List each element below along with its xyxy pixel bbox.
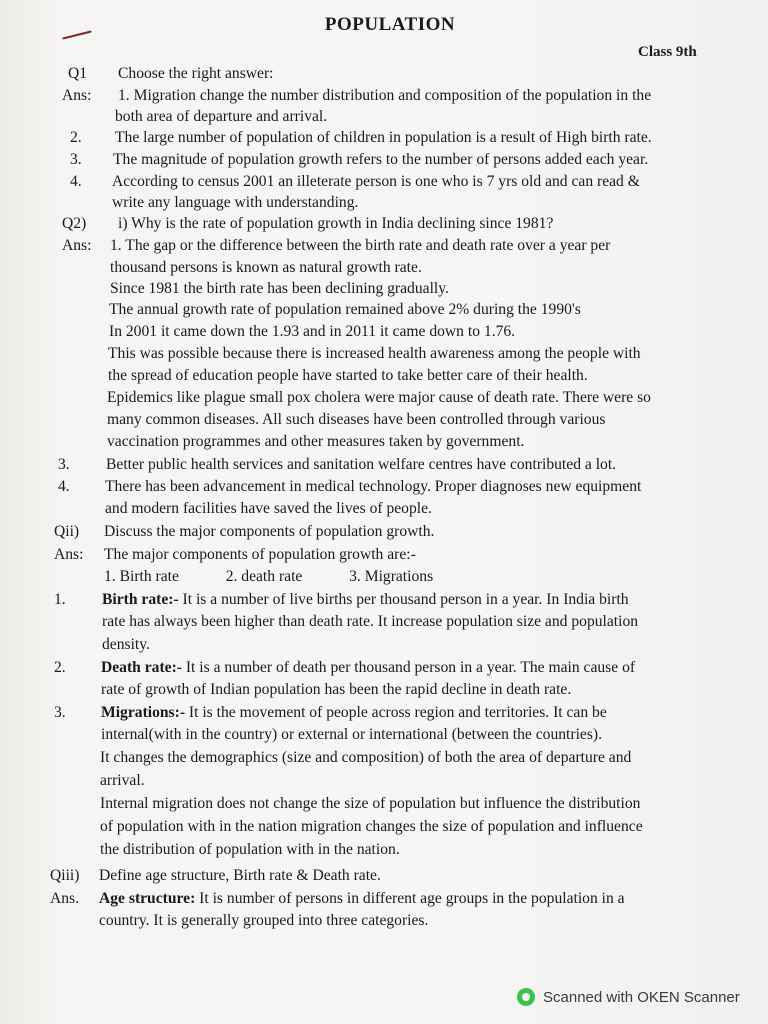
text-line <box>118 86 651 106</box>
text-line <box>112 172 640 192</box>
text-line <box>104 545 416 565</box>
scanner-logo-icon <box>517 988 535 1006</box>
text-line <box>118 214 553 234</box>
line-text: arrival. <box>100 772 145 789</box>
item-label: Qii) <box>54 523 80 540</box>
text-line <box>100 748 631 768</box>
text-line <box>115 128 652 148</box>
text-line <box>107 388 651 408</box>
item-label: Ans: <box>62 87 92 104</box>
item-label: 2. <box>54 659 66 676</box>
text-line <box>100 840 400 860</box>
line-text: In 2001 it came down the 1.93 and in 2011 it came down to 1.76. <box>109 323 516 340</box>
line-text: The annual growth rate of population remained above 2% during the 1990's <box>109 301 581 318</box>
scanner-watermark <box>517 988 740 1006</box>
text-line <box>108 344 641 364</box>
class-label: Class 9th <box>638 44 697 60</box>
item-label: 1. <box>54 591 66 608</box>
scanner-text: Scanned with OKEN Scanner <box>543 988 740 1006</box>
text-line <box>115 107 327 127</box>
line-text: country. It is generally grouped into three categories. <box>99 912 429 929</box>
line-text: both area of departure and arrival. <box>115 108 328 125</box>
text-line <box>113 150 648 170</box>
term-heading: Migrations:- <box>101 704 186 721</box>
text-line <box>109 300 581 320</box>
text-line <box>110 279 449 299</box>
line-text: The large number of population of children in population is a result of High birth rate. <box>115 129 652 146</box>
item-label: Ans: <box>62 237 92 254</box>
text-line <box>99 866 381 886</box>
line-text: Better public health services and sanitation welfare centres have contributed a lot. <box>106 456 617 473</box>
item-label: 3. <box>54 704 66 721</box>
line-text: There has been advancement in medical technology. Proper diagnoses new equipment <box>105 478 642 495</box>
text-line <box>108 366 588 386</box>
line-text: The magnitude of population growth refers to the number of persons added each year. <box>113 151 649 168</box>
line-text: The major components of population growth are:- <box>104 546 416 563</box>
line-text: density. <box>102 636 150 653</box>
item-label: Ans: <box>54 546 84 563</box>
item-label: Qiii) <box>50 867 80 884</box>
line-text: 1. Birth rate 2. death rate 3. Migrations <box>104 568 434 585</box>
line-text: rate has always been higher than death rate. It increase population size and population <box>102 613 639 630</box>
line-text: It is a number of death per thousand person in a year. The main cause of <box>181 659 636 676</box>
line-text: of population with in the nation migration changes the size of population and influence <box>100 818 643 835</box>
text-line <box>105 477 641 497</box>
text-line <box>101 725 602 745</box>
line-text: It changes the demographics (size and composition) of both the area of departure and <box>100 749 632 766</box>
line-text: According to census 2001 an illeterate person is one who is 7 yrs old and can read & <box>112 173 640 190</box>
line-text: Epidemics like plague small pox cholera were major cause of death rate. There were so <box>107 389 651 406</box>
line-text: Since 1981 the birth rate has been declining gradually. <box>110 280 449 297</box>
text-line <box>100 817 643 837</box>
term-heading: Age structure: <box>99 890 196 907</box>
text-line <box>99 911 428 931</box>
item-label: Q2) <box>62 215 87 232</box>
text-line <box>110 258 422 278</box>
text-line <box>109 322 515 342</box>
term-heading: Birth rate:- <box>102 591 179 608</box>
text-line <box>102 590 629 610</box>
line-text: i) Why is the rate of population growth in India declining since 1981? <box>118 215 554 232</box>
line-text: Discuss the major components of population growth. <box>104 523 435 540</box>
item-label: 4. <box>58 478 70 495</box>
text-line <box>112 193 358 213</box>
line-text: It is the movement of people across region and territories. It can be <box>185 704 607 721</box>
line-text: thousand persons is known as natural growth rate. <box>110 259 422 276</box>
line-text: the distribution of population with in the nation. <box>100 841 400 858</box>
text-line <box>104 567 433 587</box>
line-text: Internal migration does not change the size of population but influence the distribution <box>100 795 641 812</box>
text-line <box>110 236 610 256</box>
line-text: It is number of persons in different age groups in the population in a <box>195 890 625 907</box>
item-label: 3. <box>70 151 82 168</box>
item-label: Ans. <box>50 890 80 907</box>
line-text: rate of growth of Indian population has been the rapid decline in death rate. <box>101 681 572 698</box>
text-line <box>101 680 571 700</box>
line-text: write any language with understanding. <box>112 194 359 211</box>
item-label: 3. <box>58 456 70 473</box>
item-label: 4. <box>70 173 82 190</box>
line-text: 1. Migration change the number distribution and composition of the population in the <box>118 87 652 104</box>
line-text: and modern facilities have saved the lives of people. <box>105 500 432 517</box>
text-line <box>100 794 640 814</box>
text-line <box>107 410 605 430</box>
line-text: 1. The gap or the difference between the birth rate and death rate over a year per <box>110 237 611 254</box>
line-text: Choose the right answer: <box>118 65 274 82</box>
line-text: internal(with in the country) or external or international (between the countries). <box>101 726 602 743</box>
term-heading: Death rate:- <box>101 659 182 676</box>
text-line <box>107 432 524 452</box>
item-label: 2. <box>70 129 82 146</box>
text-line <box>106 455 616 475</box>
text-line <box>102 612 638 632</box>
line-text: This was possible because there is increased health awareness among the people with <box>108 345 641 362</box>
line-text: It is a number of live births per thousand person in a year. In India birth <box>178 591 629 608</box>
text-line <box>100 771 145 791</box>
text-line <box>101 658 635 678</box>
line-text: many common diseases. All such diseases have been controlled through various <box>107 411 606 428</box>
item-label: Q1 <box>68 65 88 82</box>
text-line <box>118 64 273 84</box>
line-text: Define age structure, Birth rate & Death rate. <box>99 867 381 884</box>
text-line <box>105 499 432 519</box>
text-line <box>99 889 625 909</box>
text-line <box>102 635 150 655</box>
line-text: vaccination programmes and other measures taken by government. <box>107 433 525 450</box>
text-line <box>101 703 607 723</box>
line-text: the spread of education people have started to take better care of their health. <box>108 367 588 384</box>
page-title: POPULATION <box>324 14 456 35</box>
text-line <box>104 522 434 542</box>
